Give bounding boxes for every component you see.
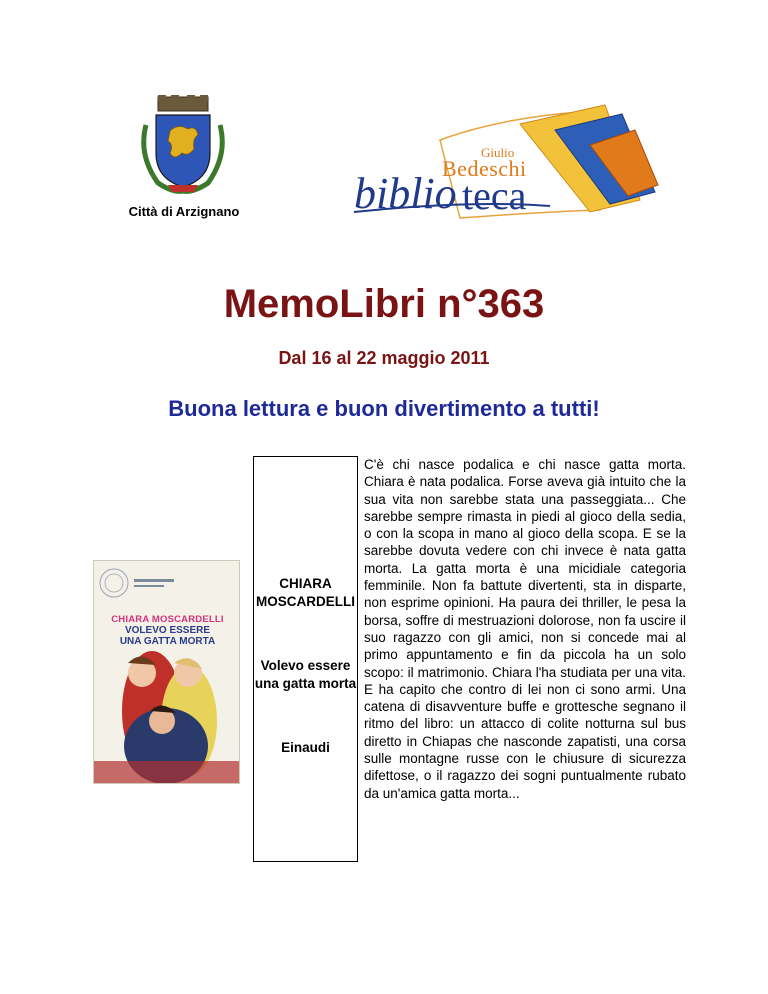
cover-title-line-2: UNA GATTA MORTA xyxy=(119,636,216,647)
city-crest-icon xyxy=(138,95,228,195)
page-title: MemoLibri n°363 xyxy=(223,282,545,326)
book-title-line-2: una gatta morta xyxy=(254,676,357,691)
logo-text-giulio: Giulio xyxy=(481,145,515,160)
book-info-box xyxy=(253,456,358,862)
city-name: Città di Arzignano xyxy=(128,204,240,219)
book-author-line-1: CHIARA xyxy=(279,576,332,591)
date-range: Dal 16 al 22 maggio 2011 xyxy=(278,348,490,368)
logo-text-biblio: biblio xyxy=(354,169,457,218)
greeting-heading: Buona lettura e buon divertimento a tutti! xyxy=(168,396,600,421)
cover-author: CHIARA MOSCARDELLI xyxy=(111,614,224,625)
cover-illustration-icon xyxy=(94,561,239,783)
logo-text-teca: teca xyxy=(462,173,527,218)
book-title-line-1: Volevo essere xyxy=(260,658,351,673)
cover-title-line-1: VOLEVO ESSERE xyxy=(124,625,211,636)
book-cover xyxy=(93,560,240,784)
book-synopsis: C'è chi nasce podalica e chi nasce gatta morta. Chiara è nata podalica. Forse aveva già intuito che la sua vita non sarebbe stata una passeggiata... Che sarebbe sempre rimasta in piedi al gioco della sedia, o con la scopa in mano al gioco della scopa. E se la sarebbe dovuta vedere con chi invece è nata gatta morta. La gatta morta è una micidiale categoria femminile. Non fa battute divertenti, sta in disparte, non esprime opinioni. Ha paura dei thriller, le pesa la borsa, soffre di mestruazioni dolorose, non fa uscire il suo ragazzo con gli amici, non si concede mai al primo appuntamento e fin da piccola ha un solo scopo: il matrimonio. Chiara l'ha studiata per una vita. E ha capito che contro di lei non ci sono armi. Una catena di disavventure buffe e grottesche segnano il ritmo del libro: un attacco di colite notturna sul bus diretto in Chiapas che nasconde zapatisti, una corsa sulle montagne russe con le chiusure di sicurezza difettose, o il ragazzo dei sogni puntualmente rubato da un'amica gatta morta... xyxy=(364,457,686,801)
logo-text-bedeschi: Bedeschi xyxy=(442,156,527,181)
book-publisher: Einaudi xyxy=(281,740,330,755)
book-author-line-2: MOSCARDELLI xyxy=(256,594,355,609)
